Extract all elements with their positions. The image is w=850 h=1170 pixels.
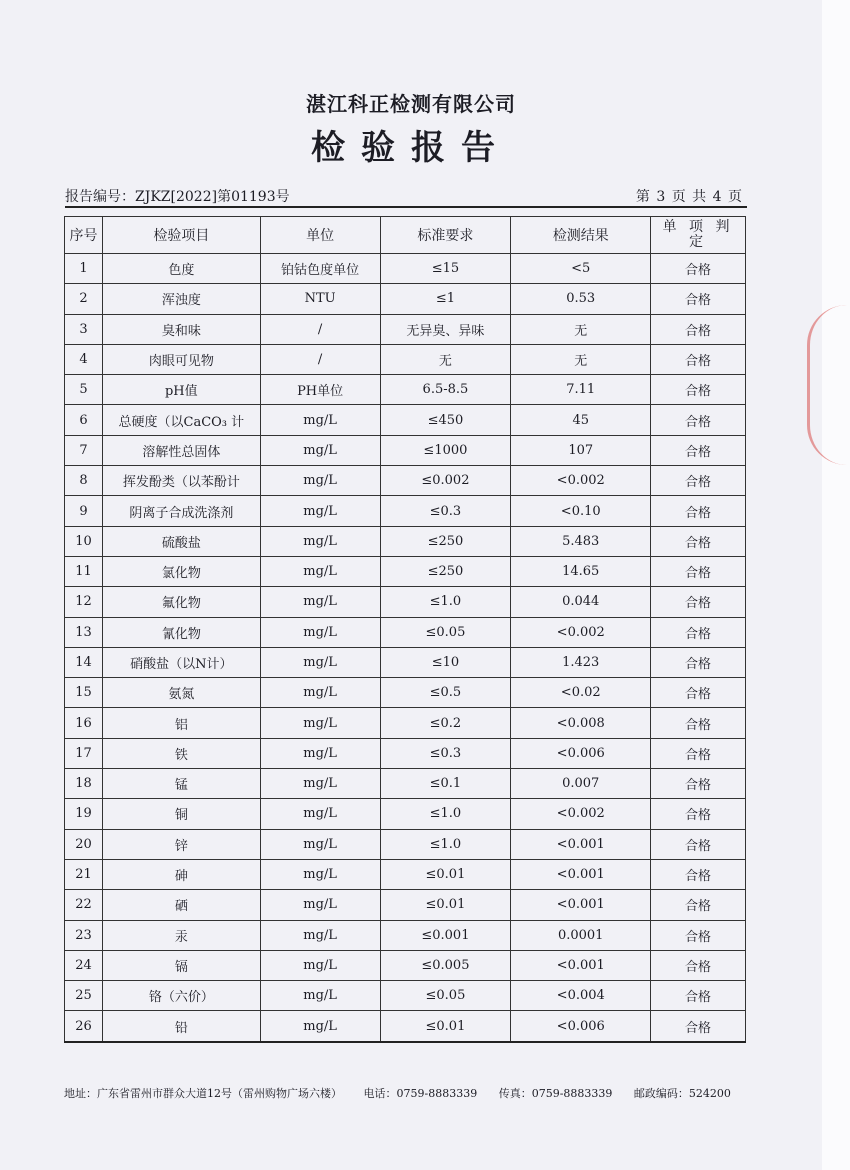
table-row [65, 647, 746, 677]
cell-result: 0.53 [511, 284, 651, 314]
table-row [65, 1011, 746, 1042]
cell-unit: mg/L [260, 708, 380, 738]
cell-standard: 无 [380, 344, 511, 374]
cell-standard: ≤0.005 [380, 950, 511, 980]
cell-judgement: 合格 [651, 284, 746, 314]
cell-result: 无 [511, 314, 651, 344]
footer-phone: 电话：0759-8883339 [363, 1087, 478, 1100]
seal-fragment [807, 305, 850, 465]
cell-judgement: 合格 [651, 435, 746, 465]
cell-item: 氯化物 [102, 556, 260, 586]
col-header-unit: 单位 [260, 217, 380, 254]
cell-judgement: 合格 [651, 375, 746, 405]
cell-standard: ≤0.001 [380, 920, 511, 950]
cell-unit: mg/L [260, 466, 380, 496]
cell-index: 4 [65, 344, 103, 374]
table-row [65, 344, 746, 374]
cell-index: 15 [65, 678, 103, 708]
cell-judgement: 合格 [651, 254, 746, 284]
cell-index: 7 [65, 435, 103, 465]
cell-standard: ≤1000 [380, 435, 511, 465]
cell-item: 色度 [102, 254, 260, 284]
table-body [65, 254, 746, 1042]
table-row [65, 314, 746, 344]
col-header-index: 序号 [65, 217, 103, 254]
table-row [65, 678, 746, 708]
cell-item: 铁 [102, 738, 260, 768]
cell-standard: ≤15 [380, 254, 511, 284]
cell-standard: ≤1.0 [380, 829, 511, 859]
cell-standard: 6.5-8.5 [380, 375, 511, 405]
cell-unit: mg/L [260, 617, 380, 647]
cell-judgement: 合格 [651, 738, 746, 768]
cell-unit: mg/L [260, 647, 380, 677]
cell-judgement: 合格 [651, 344, 746, 374]
cell-judgement: 合格 [651, 981, 746, 1011]
cell-judgement: 合格 [651, 647, 746, 677]
cell-judgement: 合格 [651, 829, 746, 859]
cell-result: <0.002 [511, 617, 651, 647]
cell-standard: ≤250 [380, 556, 511, 586]
cell-judgement: 合格 [651, 1011, 746, 1042]
cell-index: 26 [65, 1011, 103, 1042]
cell-judgement: 合格 [651, 617, 746, 647]
cell-index: 1 [65, 254, 103, 284]
cell-unit: mg/L [260, 829, 380, 859]
cell-unit: NTU [260, 284, 380, 314]
cell-unit: mg/L [260, 496, 380, 526]
cell-standard: ≤0.01 [380, 859, 511, 889]
cell-result: 无 [511, 344, 651, 374]
cell-standard: ≤0.05 [380, 617, 511, 647]
cell-item: 硫酸盐 [102, 526, 260, 556]
cell-item: 挥发酚类（以苯酚计 [102, 466, 260, 496]
footer-postcode: 邮政编码：524200 [633, 1087, 731, 1100]
cell-standard: ≤0.3 [380, 738, 511, 768]
cell-result: <0.001 [511, 950, 651, 980]
cell-judgement: 合格 [651, 556, 746, 586]
cell-index: 14 [65, 647, 103, 677]
cell-judgement: 合格 [651, 678, 746, 708]
cell-judgement: 合格 [651, 526, 746, 556]
table-row [65, 920, 746, 950]
page-edge [822, 0, 850, 1170]
cell-result: <0.001 [511, 890, 651, 920]
cell-judgement: 合格 [651, 769, 746, 799]
cell-item: 锰 [102, 769, 260, 799]
cell-item: 总硬度（以CaCO₃ 计 [102, 405, 260, 435]
report-number: 报告编号：ZJKZ[2022]第01193号 [65, 189, 290, 205]
cell-unit: PH单位 [260, 375, 380, 405]
table-row [65, 284, 746, 314]
col-header-judgement: 单 项 判 定 [651, 217, 746, 254]
cell-index: 10 [65, 526, 103, 556]
cell-item: 氨氮 [102, 678, 260, 708]
cell-result: <0.10 [511, 496, 651, 526]
cell-result: <0.001 [511, 829, 651, 859]
cell-index: 16 [65, 708, 103, 738]
report-meta [65, 184, 747, 208]
table-row [65, 738, 746, 768]
cell-standard: ≤0.5 [380, 678, 511, 708]
cell-standard: ≤1.0 [380, 799, 511, 829]
table-row [65, 526, 746, 556]
cell-index: 12 [65, 587, 103, 617]
col-header-item: 检验项目 [102, 217, 260, 254]
cell-item: 铜 [102, 799, 260, 829]
cell-standard: ≤0.01 [380, 1011, 511, 1042]
table-row [65, 708, 746, 738]
table-row [65, 769, 746, 799]
cell-result: 107 [511, 435, 651, 465]
cell-result: <0.008 [511, 708, 651, 738]
table-row [65, 496, 746, 526]
cell-judgement: 合格 [651, 466, 746, 496]
table-row [65, 981, 746, 1011]
table-row [65, 466, 746, 496]
cell-item: 硒 [102, 890, 260, 920]
cell-result: <0.006 [511, 1011, 651, 1042]
cell-judgement: 合格 [651, 708, 746, 738]
cell-unit: mg/L [260, 405, 380, 435]
table-row [65, 556, 746, 586]
cell-judgement: 合格 [651, 799, 746, 829]
cell-index: 24 [65, 950, 103, 980]
cell-standard: ≤0.3 [380, 496, 511, 526]
cell-result: <0.002 [511, 799, 651, 829]
cell-unit: mg/L [260, 950, 380, 980]
table-header-row [65, 217, 746, 254]
cell-unit: mg/L [260, 859, 380, 889]
cell-index: 23 [65, 920, 103, 950]
cell-index: 13 [65, 617, 103, 647]
cell-unit: mg/L [260, 678, 380, 708]
footer-fax: 传真：0759-8883339 [498, 1087, 613, 1100]
cell-item: 氟化物 [102, 587, 260, 617]
cell-index: 18 [65, 769, 103, 799]
cell-item: 阴离子合成洗涤剂 [102, 496, 260, 526]
cell-standard: ≤0.2 [380, 708, 511, 738]
cell-index: 22 [65, 890, 103, 920]
cell-result: <0.006 [511, 738, 651, 768]
cell-judgement: 合格 [651, 920, 746, 950]
cell-item: 镉 [102, 950, 260, 980]
cell-index: 21 [65, 859, 103, 889]
cell-unit: mg/L [260, 981, 380, 1011]
footer-address: 地址：广东省雷州市群众大道12号（雷州购物广场六楼） [64, 1087, 342, 1100]
table-row [65, 587, 746, 617]
cell-result: <5 [511, 254, 651, 284]
results-table [64, 216, 746, 1043]
cell-unit: mg/L [260, 556, 380, 586]
cell-unit: 铂钴色度单位 [260, 254, 380, 284]
cell-standard: ≤0.05 [380, 981, 511, 1011]
cell-unit: mg/L [260, 526, 380, 556]
cell-result: 45 [511, 405, 651, 435]
table-row [65, 890, 746, 920]
cell-judgement: 合格 [651, 859, 746, 889]
cell-judgement: 合格 [651, 496, 746, 526]
cell-result: 0.044 [511, 587, 651, 617]
cell-item: pH值 [102, 375, 260, 405]
company-name: 湛江科正检测有限公司 [306, 92, 516, 116]
cell-item: 臭和味 [102, 314, 260, 344]
table-row [65, 375, 746, 405]
cell-item: 汞 [102, 920, 260, 950]
table-row [65, 859, 746, 889]
cell-index: 6 [65, 405, 103, 435]
cell-unit: mg/L [260, 738, 380, 768]
col-header-standard: 标准要求 [380, 217, 511, 254]
cell-result: 0.007 [511, 769, 651, 799]
table-row [65, 617, 746, 647]
cell-unit: / [260, 344, 380, 374]
cell-item: 砷 [102, 859, 260, 889]
cell-result: <0.002 [511, 466, 651, 496]
cell-index: 20 [65, 829, 103, 859]
cell-index: 2 [65, 284, 103, 314]
table-row [65, 405, 746, 435]
cell-index: 9 [65, 496, 103, 526]
cell-result: 14.65 [511, 556, 651, 586]
cell-item: 锌 [102, 829, 260, 859]
cell-result: <0.004 [511, 981, 651, 1011]
cell-index: 8 [65, 466, 103, 496]
cell-unit: mg/L [260, 769, 380, 799]
cell-item: 铝 [102, 708, 260, 738]
cell-unit: / [260, 314, 380, 344]
table-row [65, 950, 746, 980]
cell-standard: ≤0.1 [380, 769, 511, 799]
cell-standard: ≤450 [380, 405, 511, 435]
report-title: 检验报告 [311, 128, 511, 168]
cell-result: <0.001 [511, 859, 651, 889]
footer [64, 1085, 754, 1101]
cell-unit: mg/L [260, 799, 380, 829]
table-row [65, 254, 746, 284]
cell-result: 0.0001 [511, 920, 651, 950]
cell-result: 7.11 [511, 375, 651, 405]
cell-standard: ≤0.002 [380, 466, 511, 496]
cell-item: 铬（六价） [102, 981, 260, 1011]
cell-item: 肉眼可见物 [102, 344, 260, 374]
cell-unit: mg/L [260, 920, 380, 950]
col-header-result: 检测结果 [511, 217, 651, 254]
cell-index: 11 [65, 556, 103, 586]
cell-index: 19 [65, 799, 103, 829]
cell-index: 17 [65, 738, 103, 768]
cell-item: 铅 [102, 1011, 260, 1042]
cell-standard: ≤10 [380, 647, 511, 677]
table-row [65, 829, 746, 859]
cell-unit: mg/L [260, 587, 380, 617]
cell-standard: ≤1.0 [380, 587, 511, 617]
cell-result: <0.02 [511, 678, 651, 708]
cell-standard: ≤250 [380, 526, 511, 556]
cell-standard: ≤1 [380, 284, 511, 314]
cell-unit: mg/L [260, 890, 380, 920]
cell-result: 1.423 [511, 647, 651, 677]
cell-judgement: 合格 [651, 405, 746, 435]
cell-item: 硝酸盐（以N计） [102, 647, 260, 677]
cell-judgement: 合格 [651, 314, 746, 344]
cell-item: 溶解性总固体 [102, 435, 260, 465]
cell-judgement: 合格 [651, 950, 746, 980]
cell-index: 25 [65, 981, 103, 1011]
cell-unit: mg/L [260, 435, 380, 465]
cell-index: 5 [65, 375, 103, 405]
cell-unit: mg/L [260, 1011, 380, 1042]
cell-result: 5.483 [511, 526, 651, 556]
page-info: 第 3 页 共 4 页 [635, 189, 743, 205]
table-row [65, 435, 746, 465]
table-row [65, 799, 746, 829]
cell-judgement: 合格 [651, 587, 746, 617]
cell-item: 氰化物 [102, 617, 260, 647]
cell-standard: ≤0.01 [380, 890, 511, 920]
cell-judgement: 合格 [651, 890, 746, 920]
cell-standard: 无异臭、异味 [380, 314, 511, 344]
cell-index: 3 [65, 314, 103, 344]
cell-item: 浑浊度 [102, 284, 260, 314]
